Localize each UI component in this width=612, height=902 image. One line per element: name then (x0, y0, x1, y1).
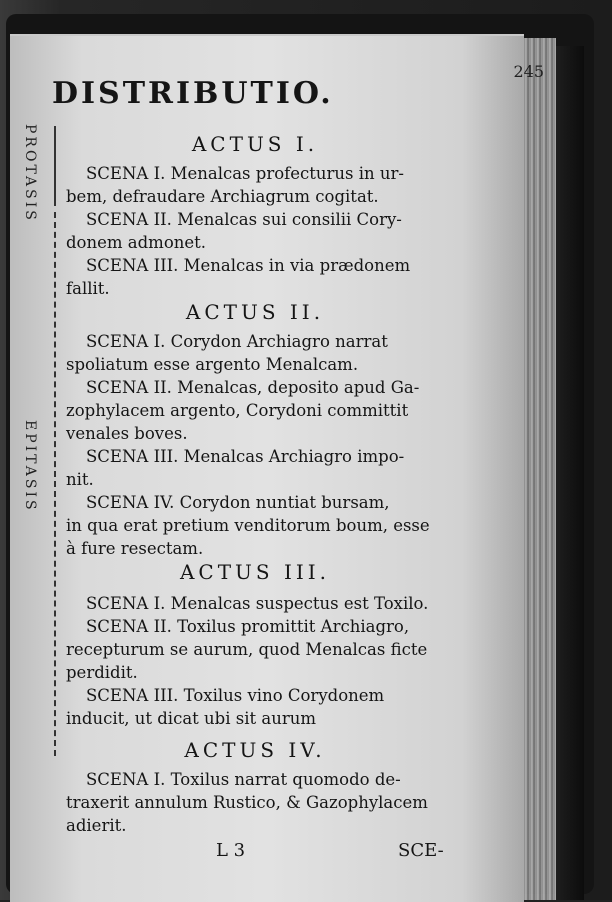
margin-label-epitasis: EPITASIS (22, 420, 38, 513)
brace-protasis (40, 126, 56, 206)
scene-line: donem admonet. (66, 233, 207, 252)
scene-line: inducit, ut dicat ubi sit aurum (66, 709, 316, 728)
scene-line: SCENA III. Menalcas Archiagro impo- (86, 447, 405, 466)
scene-line: fallit. (66, 279, 110, 298)
running-title: DISTRIBUTIO. (52, 76, 334, 111)
scene-line: recepturum se aurum, quod Menalcas ficte (66, 640, 428, 659)
signature-mark: L 3 (216, 840, 246, 861)
act-heading: ACTUS II. (185, 300, 325, 324)
brace-epitasis (40, 212, 56, 756)
catchword: SCE- (398, 840, 444, 861)
act-heading: ACTUS III. (179, 560, 331, 584)
scene-line: adierit. (66, 816, 127, 835)
scene-line: zophylacem argento, Corydoni committit (66, 401, 409, 420)
scene-line: SCENA I. Toxilus narrat quomodo de- (86, 770, 401, 789)
act-2-scenes (66, 330, 446, 560)
scene-line: perdidit. (66, 663, 138, 682)
act-3-scenes (66, 592, 446, 730)
scene-line: SCENA II. Menalcas sui consilii Cory- (86, 210, 402, 229)
act-1-scenes (66, 162, 446, 300)
scene-line: SCENA III. Toxilus vino Corydonem (86, 686, 385, 705)
scene-line: spoliatum esse argento Menalcam. (66, 355, 359, 374)
scene-line: SCENA II. Menalcas, deposito apud Ga- (86, 378, 420, 397)
act-4-scenes (66, 768, 446, 837)
page-edges (524, 38, 556, 900)
scene-line: SCENA I. Menalcas suspectus est Toxilo. (86, 594, 429, 613)
scene-line: bem, defraudare Archiagrum cogitat. (66, 187, 379, 206)
page-number: 245 (513, 62, 544, 81)
scene-line: SCENA II. Toxilus promittit Archiagro, (86, 617, 410, 636)
scene-line: venales boves. (66, 424, 188, 443)
scene-line: in qua erat pretium venditorum boum, esse (66, 516, 430, 535)
scene-line: traxerit annulum Rustico, & Gazophylacem (66, 793, 428, 812)
book-spine-edge (556, 46, 584, 900)
margin-label-protasis: PROTASIS (22, 124, 38, 223)
scene-line: SCENA I. Corydon Archiagro narrat (86, 332, 388, 351)
scene-line: SCENA III. Menalcas in via prædonem (86, 256, 411, 275)
scene-line: à fure resectam. (66, 539, 204, 558)
act-heading: ACTUS I. (191, 132, 319, 156)
act-heading: ACTUS IV. (184, 738, 326, 762)
scene-line: SCENA IV. Corydon nuntiat bursam, (86, 493, 390, 512)
scene-line: nit. (66, 470, 94, 489)
scene-line: SCENA I. Menalcas profecturus in ur- (86, 164, 404, 183)
